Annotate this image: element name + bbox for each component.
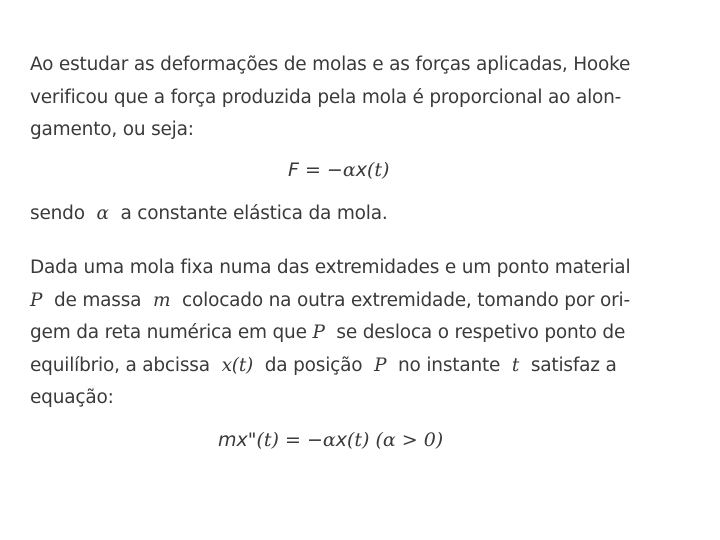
- point-p-symbol: P: [30, 289, 43, 311]
- text-fragment: a constante elástica da mola.: [120, 202, 388, 224]
- eq-mass-second-derivative: mx": [218, 428, 257, 451]
- eq-time-argument: (t): [346, 428, 370, 451]
- eq-time-argument: (t): [256, 428, 279, 451]
- alpha-symbol: α: [96, 202, 109, 224]
- text-fragment: no instante: [398, 354, 501, 376]
- eq-force-symbol: F: [288, 158, 299, 181]
- document-page: [30, 49, 652, 456]
- abscissa-x-of-t: x(t): [221, 354, 254, 376]
- point-p-symbol: P: [312, 322, 325, 343]
- point-p-symbol: P: [374, 354, 387, 376]
- text-fragment: equilíbrio, a abcissa: [30, 354, 210, 376]
- paragraph-constant-definition: [30, 198, 652, 231]
- text-line: Ao estudar as deformações de molas e as forças aplicadas, Hooke: [30, 54, 631, 75]
- text-fragment: gem da reta numérica em que: [30, 322, 307, 343]
- text-fragment: colocado na outra extremidade, tomando por ori-: [182, 289, 630, 311]
- text-fragment: satisfaz a: [530, 354, 617, 376]
- time-t-symbol: t: [511, 354, 520, 376]
- text-fragment: da posição: [264, 354, 363, 376]
- text-line: gamento, ou seja:: [30, 119, 194, 140]
- eq-equals-minus: = −: [278, 428, 323, 451]
- equation-motion: [30, 424, 652, 456]
- paragraph-hooke-intro: [30, 49, 652, 147]
- text-line: equação:: [30, 387, 114, 408]
- mass-m-symbol: m: [153, 289, 171, 311]
- text-line: Dada uma mola fixa numa das extremidades e um ponto material: [30, 257, 631, 278]
- text-fragment: se desloca o respetivo ponto de: [336, 322, 626, 343]
- text-fragment: de massa: [53, 289, 142, 311]
- eq-equals-minus: = −: [298, 158, 343, 181]
- text-line: verificou que a força produzida pela mola é proporcional ao alon-: [30, 86, 622, 108]
- eq-x-symbol: x: [335, 428, 347, 451]
- eq-alpha-symbol: α: [322, 428, 336, 451]
- equation-hooke-law: [30, 154, 652, 186]
- paragraph-spring-setup: [30, 252, 652, 415]
- text-fragment: sendo: [30, 202, 85, 224]
- eq-alpha-symbol: α: [342, 158, 356, 181]
- eq-time-argument: (t): [366, 158, 390, 181]
- eq-condition: (α > 0): [375, 428, 444, 451]
- eq-x-symbol: x: [355, 158, 367, 181]
